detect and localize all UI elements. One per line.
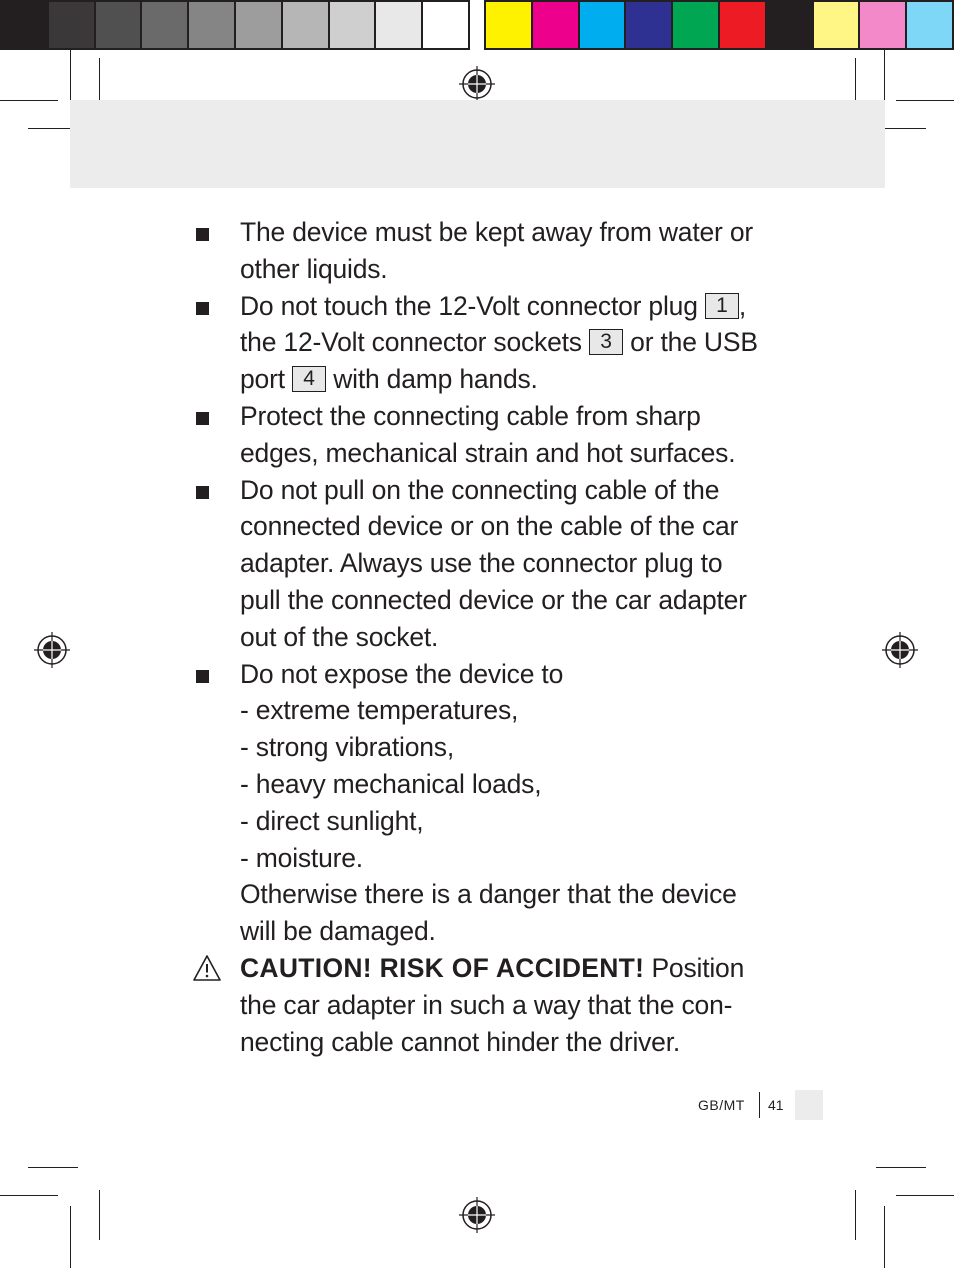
page-tab: [795, 1090, 823, 1120]
item-text: with damp hands.: [326, 364, 538, 395]
list-item: [192, 214, 762, 288]
safety-instructions: [192, 214, 762, 1060]
hazard-entry: - moisture.: [240, 842, 363, 873]
color-swatch: [49, 2, 96, 48]
color-swatch: [96, 2, 143, 48]
color-swatch: [860, 2, 907, 48]
footer-region-label: GB/MT: [698, 1097, 745, 1113]
color-swatch: [533, 2, 580, 48]
color-swatch: [423, 2, 468, 48]
bullet-square-icon: [196, 228, 209, 241]
color-swatch: [330, 2, 377, 48]
bullet-square-icon: [196, 412, 209, 425]
color-swatch: [376, 2, 423, 48]
part-reference-badge: 3: [589, 329, 623, 355]
hazard-entry: - strong vibrations,: [240, 732, 454, 763]
item-text: The device must be kept away from water or other liquids.: [240, 217, 753, 284]
part-reference-badge: 4: [292, 366, 326, 392]
color-swatch: [189, 2, 236, 48]
color-swatch: [907, 2, 952, 48]
color-calibration-bar: [0, 0, 954, 50]
part-reference-badge: 1: [705, 293, 739, 319]
color-swatch: [486, 2, 533, 48]
bullet-square-icon: [196, 302, 209, 315]
registration-mark-icon: [459, 66, 495, 102]
list-item: [192, 656, 762, 950]
caution-text: Position the car adapter in such a way that the con-necting cable cannot hinder the driver.: [240, 952, 745, 1057]
item-text: or the USB port: [240, 327, 758, 395]
list-item: [192, 398, 762, 472]
footer-divider: [759, 1092, 760, 1118]
color-swatch: [814, 2, 861, 48]
bullet-square-icon: [196, 486, 209, 499]
page-number: 41: [768, 1097, 784, 1113]
color-swatch: [626, 2, 673, 48]
color-swatch: [2, 2, 49, 48]
registration-mark-icon: [459, 1197, 495, 1233]
color-swatch: [142, 2, 189, 48]
warning-triangle-icon: [192, 954, 222, 982]
hazard-entry: - direct sunlight,: [240, 805, 424, 836]
color-swatch: [580, 2, 627, 48]
color-swatch: [767, 2, 814, 48]
item-text: Do not touch the 12-Volt connector plug: [240, 290, 705, 321]
hazard-entry: - heavy mechanical loads,: [240, 768, 542, 799]
item-outro: Otherwise there is a danger that the device will be damaged.: [240, 879, 737, 947]
color-swatch: [720, 2, 767, 48]
list-item: [192, 472, 762, 656]
grayscale-swatches: [0, 0, 470, 50]
item-text: Do not pull on the connecting cable of the connected device or on the cable of the car adapter. Always use the connector plug to pull the connected device or the car adapter out of the socket.: [240, 474, 747, 652]
hazard-entry: - extreme temperatures,: [240, 695, 519, 726]
color-swatches: [484, 0, 954, 50]
registration-mark-icon: [882, 632, 918, 668]
list-item: [192, 288, 762, 398]
header-band: [70, 100, 885, 188]
color-swatch: [236, 2, 283, 48]
color-swatch: [673, 2, 720, 48]
item-text: Protect the connecting cable from sharp edges, mechanical strain and hot surfaces.: [240, 400, 736, 468]
caution-notice: [192, 950, 762, 1060]
item-intro: Do not expose the device to: [240, 658, 564, 689]
item-text: , the 12-Volt connector sockets: [240, 290, 747, 358]
color-swatch: [283, 2, 330, 48]
caution-label: CAUTION! RISK OF ACCIDENT!: [240, 952, 645, 983]
bullet-square-icon: [196, 670, 209, 683]
registration-mark-icon: [34, 632, 70, 668]
